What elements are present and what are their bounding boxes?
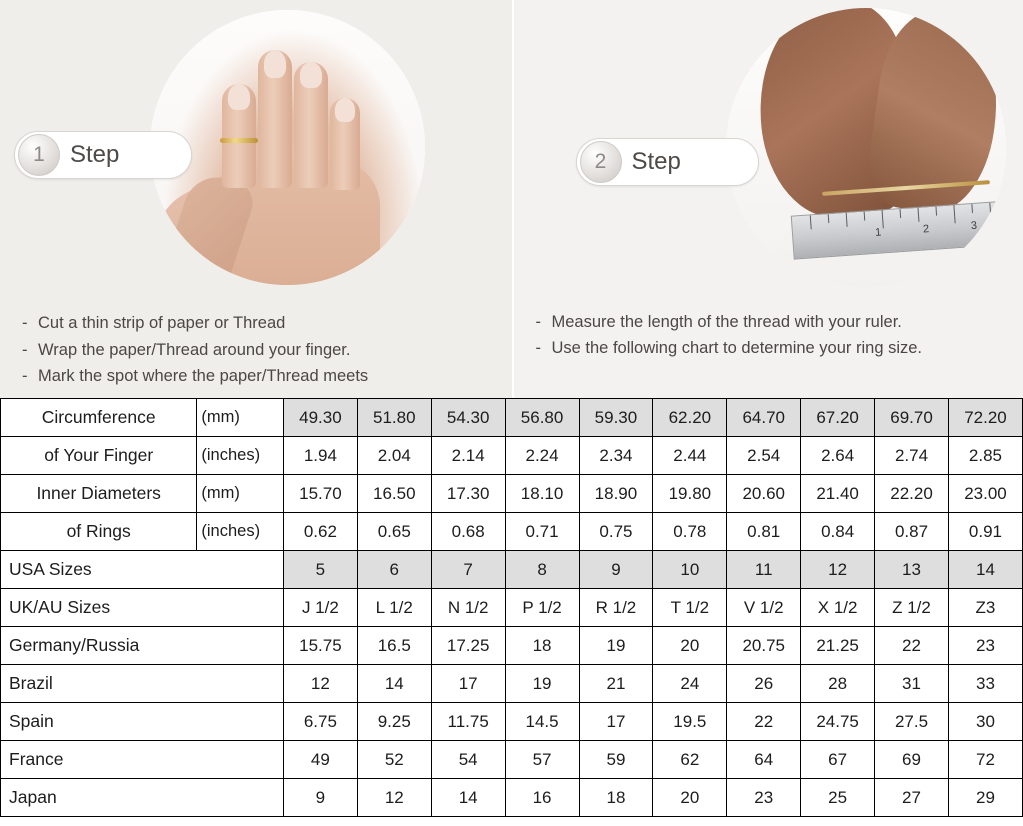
cell: 67 [801, 741, 875, 779]
cell: 57 [505, 741, 579, 779]
cell: 18 [579, 779, 653, 817]
cell: 64 [727, 741, 801, 779]
cell: 9.25 [357, 703, 431, 741]
cell: 16 [505, 779, 579, 817]
cell: 16.5 [357, 627, 431, 665]
ruler-number-3: 3 [969, 219, 977, 233]
row-label-circumference-2: of Your Finger [1, 437, 197, 475]
ruler-tick [953, 205, 955, 223]
cell: 69.70 [875, 399, 949, 437]
row-label-uk-au-sizes: UK/AU Sizes [1, 589, 284, 627]
thread-and-ruler-photo [726, 8, 1006, 288]
cell: 13 [875, 551, 949, 589]
ruler-tick [935, 207, 937, 216]
cell: 72 [948, 741, 1022, 779]
cell: 23.00 [948, 475, 1022, 513]
cell: 33 [948, 665, 1022, 703]
cell: 9 [283, 779, 357, 817]
cell: 54 [431, 741, 505, 779]
cell: Z3 [948, 589, 1022, 627]
ruler-tick [809, 215, 811, 229]
cell: 2.04 [357, 437, 431, 475]
step-1-number: 1 [18, 134, 60, 176]
cell: 18.10 [505, 475, 579, 513]
cell: 19 [579, 627, 653, 665]
cell: 25 [801, 779, 875, 817]
ruler-tick [845, 213, 847, 227]
cell: 0.68 [431, 513, 505, 551]
cell: 23 [948, 627, 1022, 665]
step-2-bullet-1: Measure the length of the thread with your ruler. [551, 312, 902, 331]
row-label-circumference: Circumference [1, 399, 197, 437]
cell: 17.30 [431, 475, 505, 513]
row-label-usa-sizes: USA Sizes [1, 551, 284, 589]
cell: 2.64 [801, 437, 875, 475]
cell: 64.70 [727, 399, 801, 437]
cell: 17 [431, 665, 505, 703]
cell: 69 [875, 741, 949, 779]
cell: 20.75 [727, 627, 801, 665]
cell: 19 [505, 665, 579, 703]
ruler-tick [881, 210, 883, 228]
cell: T 1/2 [653, 589, 727, 627]
list-item [536, 309, 1010, 336]
cell: 9 [579, 551, 653, 589]
cell: 19.5 [653, 703, 727, 741]
cell: 19.80 [653, 475, 727, 513]
cell: N 1/2 [431, 589, 505, 627]
cell: 56.80 [505, 399, 579, 437]
step-2-panel [512, 0, 1023, 398]
cell: 21.25 [801, 627, 875, 665]
cell: 12 [357, 779, 431, 817]
bullet-dash: - [535, 312, 541, 331]
cell: 59 [579, 741, 653, 779]
cell: 16.50 [357, 475, 431, 513]
cell: 59.30 [579, 399, 653, 437]
cell: P 1/2 [505, 589, 579, 627]
cell: 67.20 [801, 399, 875, 437]
cell: 22.20 [875, 475, 949, 513]
ruler-tick [989, 203, 991, 217]
cell: 7 [431, 551, 505, 589]
table-row [1, 437, 1023, 475]
unit-mm: (mm) [197, 475, 284, 513]
table-row [1, 665, 1023, 703]
cell: 22 [727, 703, 801, 741]
cell: 0.87 [875, 513, 949, 551]
bullet-dash: - [22, 367, 28, 386]
cell: 28 [801, 665, 875, 703]
cell: 14.5 [505, 703, 579, 741]
cell: 2.24 [505, 437, 579, 475]
table-row [1, 741, 1023, 779]
table-row [1, 513, 1023, 551]
cell: 22 [875, 627, 949, 665]
step-1-bullet-2: Wrap the paper/Thread around your finger. [38, 340, 351, 359]
cell: 52 [357, 741, 431, 779]
cell: 18 [505, 627, 579, 665]
cell: 15.70 [283, 475, 357, 513]
step-1-panel [0, 0, 512, 398]
middle-nail [264, 50, 286, 78]
table-row [1, 399, 1023, 437]
cell: 27 [875, 779, 949, 817]
step-2-label: Step [631, 148, 681, 175]
cell: 18.90 [579, 475, 653, 513]
table-row [1, 627, 1023, 665]
row-label-brazil: Brazil [1, 665, 284, 703]
cell: V 1/2 [727, 589, 801, 627]
cell: J 1/2 [283, 589, 357, 627]
cell: 2.14 [431, 437, 505, 475]
cell: 14 [948, 551, 1022, 589]
step-1-bullet-1: Cut a thin strip of paper or Thread [38, 313, 286, 332]
ring-nail [300, 62, 322, 88]
cell: 6 [357, 551, 431, 589]
cell: 11 [727, 551, 801, 589]
cell: 62 [653, 741, 727, 779]
step-1-badge [14, 131, 192, 179]
table-row [1, 779, 1023, 817]
cell: 11.75 [431, 703, 505, 741]
cell: 27.5 [875, 703, 949, 741]
list-item [536, 335, 1010, 362]
step-1-label: Step [70, 141, 120, 168]
cell: 2.54 [727, 437, 801, 475]
cell: 0.75 [579, 513, 653, 551]
cell: 14 [357, 665, 431, 703]
step-1-instructions [22, 310, 498, 390]
cell: 51.80 [357, 399, 431, 437]
list-item [22, 363, 498, 390]
step-2-bullet-2: Use the following chart to determine your ring size. [551, 339, 923, 358]
little-nail [335, 98, 355, 122]
cell: 17.25 [431, 627, 505, 665]
cell: 2.44 [653, 437, 727, 475]
cell: 2.74 [875, 437, 949, 475]
cell: 0.84 [801, 513, 875, 551]
cell: 0.91 [948, 513, 1022, 551]
row-label-france: France [1, 741, 284, 779]
ruler-tick [971, 204, 973, 213]
cell: R 1/2 [579, 589, 653, 627]
cell: 12 [801, 551, 875, 589]
bullet-dash: - [22, 340, 28, 359]
steps-section [0, 0, 1023, 398]
cell: 54.30 [431, 399, 505, 437]
table-row [1, 551, 1023, 589]
ruler-tick [899, 209, 901, 218]
cell: 24.75 [801, 703, 875, 741]
list-item [22, 337, 498, 364]
cell: 62.20 [653, 399, 727, 437]
cell: 12 [283, 665, 357, 703]
row-label-inner-diameter: Inner Diameters [1, 475, 197, 513]
index-nail [228, 84, 250, 110]
table-row [1, 703, 1023, 741]
cell: 8 [505, 551, 579, 589]
bullet-dash: - [22, 313, 28, 332]
cell: 0.78 [653, 513, 727, 551]
table-row [1, 589, 1023, 627]
cell: 0.81 [727, 513, 801, 551]
cell: 29 [948, 779, 1022, 817]
hand-with-thread-photo [150, 10, 425, 285]
ruler-number-2: 2 [922, 223, 930, 236]
cell: 30 [948, 703, 1022, 741]
row-label-spain: Spain [1, 703, 284, 741]
ring-size-chart [0, 398, 1023, 817]
cell: 31 [875, 665, 949, 703]
step-2-badge [576, 138, 759, 186]
unit-inches: (inches) [197, 437, 284, 475]
cell: 0.71 [505, 513, 579, 551]
ruler-tick [827, 214, 829, 223]
cell: 20 [653, 627, 727, 665]
thread-on-finger [220, 138, 258, 143]
list-item [22, 310, 498, 337]
cell: L 1/2 [357, 589, 431, 627]
ruler-tick [917, 208, 919, 222]
cell: 20 [653, 779, 727, 817]
ruler-number-1: 1 [874, 226, 882, 239]
row-label-germany-russia: Germany/Russia [1, 627, 284, 665]
cell: 0.62 [283, 513, 357, 551]
cell: 14 [431, 779, 505, 817]
cell: 23 [727, 779, 801, 817]
cell: 17 [579, 703, 653, 741]
cell: 10 [653, 551, 727, 589]
cell: 2.85 [948, 437, 1022, 475]
row-label-japan: Japan [1, 779, 284, 817]
cell: 6.75 [283, 703, 357, 741]
cell: 5 [283, 551, 357, 589]
cell: 1.94 [283, 437, 357, 475]
cell: 0.65 [357, 513, 431, 551]
cell: 20.60 [727, 475, 801, 513]
row-label-inner-diameter-2: of Rings [1, 513, 197, 551]
cell: 49.30 [283, 399, 357, 437]
table-row [1, 475, 1023, 513]
cell: 15.75 [283, 627, 357, 665]
cell: 24 [653, 665, 727, 703]
unit-mm: (mm) [197, 399, 284, 437]
cell: 21.40 [801, 475, 875, 513]
cell: 49 [283, 741, 357, 779]
step-1-bullet-3: Mark the spot where the paper/Thread meets [38, 367, 369, 386]
bullet-dash: - [535, 339, 541, 358]
cell: Z 1/2 [875, 589, 949, 627]
cell: X 1/2 [801, 589, 875, 627]
cell: 2.34 [579, 437, 653, 475]
step-2-instructions [536, 309, 1010, 362]
cell: 21 [579, 665, 653, 703]
step-2-number: 2 [580, 141, 622, 183]
cell: 72.20 [948, 399, 1022, 437]
cell: 26 [727, 665, 801, 703]
ruler-tick [863, 212, 865, 221]
unit-inches: (inches) [197, 513, 284, 551]
